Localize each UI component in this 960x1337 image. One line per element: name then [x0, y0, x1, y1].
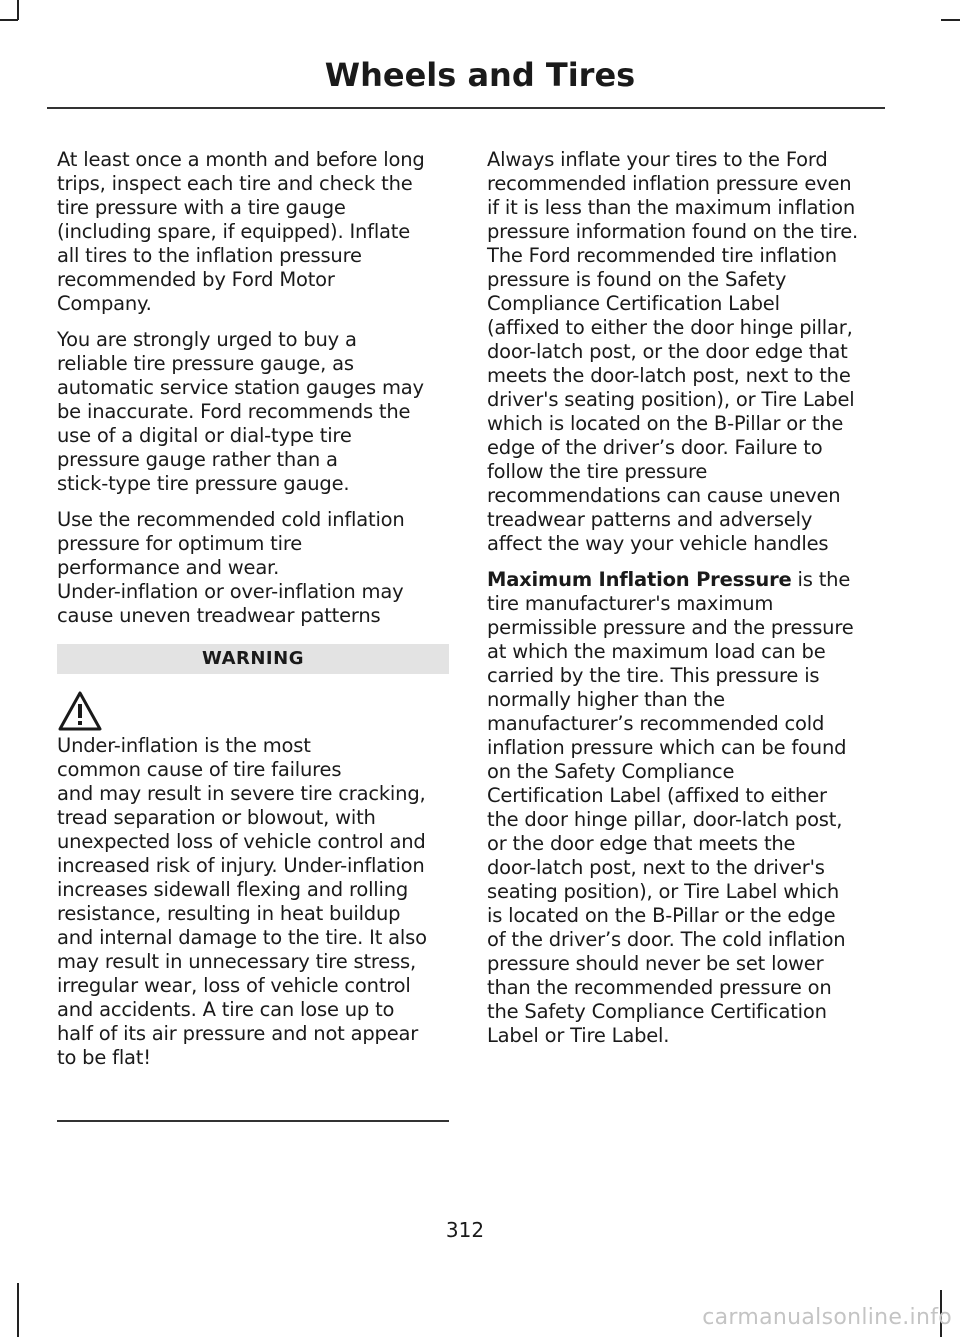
warning-triangle-icon — [57, 690, 103, 732]
maximum-inflation-definition: is the tire manufacturer's maximum permissible pressure and the pressure at which the maximum load can be carried by the tire. This pressure is normally higher than the manufacturer’s recommended cold inflation pressure which can be found on the Safety Compliance Certification Label (affixed to either the door hinge pillar, door-latch post, or the door edge that meets the door-latch post, next to the driver's seating position), or Tire Label which is located on the B-Pillar or the edge of the driver’s door. The cold inflation pressure should never be set lower than the recommended pressure on the Safety Compliance Certification Label or Tire Label. — [487, 568, 854, 1047]
page-title: Wheels and Tires — [324, 56, 636, 94]
warning-text: Under-inflation is the most common cause of tire failures and may result in severe tire cracking, tread separation or blowout, with unexpected loss of vehicle control and increased risk of injury. Under-inflation increases sidewall flexing and rolling resistance, resulting in heat buildup and internal damage to the tire. It also may result in unnecessary tire stress, irregular wear, loss of vehicle control and accidents. A tire can lose up to half of its air pressure and not appear to be flat! — [57, 734, 427, 1069]
warning-box — [57, 686, 449, 1106]
crop-mark-top-right-h — [941, 19, 960, 21]
crop-mark-top-left-h — [0, 19, 18, 21]
crop-mark-bottom-left-v — [17, 1283, 19, 1337]
page-number: 312 — [445, 1218, 485, 1242]
warning-heading: WARNING — [57, 644, 449, 674]
right-column — [487, 148, 882, 1060]
watermark: carmanualsonline.info — [702, 1305, 952, 1330]
paragraph-cold-inflation: Use the recommended cold inflation pressure for optimum tire performance and wear. Under-inflation or over-inflation may cause uneven treadwear patterns — [57, 508, 405, 627]
left-column — [57, 148, 449, 1122]
crop-mark-top-left-v — [17, 0, 19, 20]
term-maximum-inflation-pressure: Maximum Inflation Pressure — [487, 568, 792, 591]
paragraph-pressure-gauge: You are strongly urged to buy a reliable tire pressure gauge, as automatic service station gauges may be inaccurate. Ford recommends the use of a digital or dial-type tire pressure gauge rather than a stick-type tire pressure gauge. — [57, 328, 424, 495]
paragraph-monthly-inspection: At least once a month and before long trips, inspect each tire and check the tire pressure with a tire gauge (including spare, if equipped). Inflate all tires to the inflation pressure recommended by Ford Motor Company. — [57, 148, 425, 315]
warning-rule — [57, 1120, 449, 1122]
paragraph-always-inflate: Always inflate your tires to the Ford recommended inflation pressure even if it is less than the maximum inflation pressure information found on the tire. The Ford recommended tire inflation pressure is found on the Safety Compliance Certification Label (affixed to either the door hinge pillar, door-latch post, or the door edge that meets the door-latch post, next to the driver's seating position), or Tire Label which is located on the B-Pillar or the edge of the driver’s door. Failure to follow the tire pressure recommendations can cause uneven treadwear patterns and adversely affect the way your vehicle handles — [487, 148, 858, 555]
paragraph-maximum-inflation — [487, 568, 882, 1048]
header-rule — [47, 107, 885, 109]
